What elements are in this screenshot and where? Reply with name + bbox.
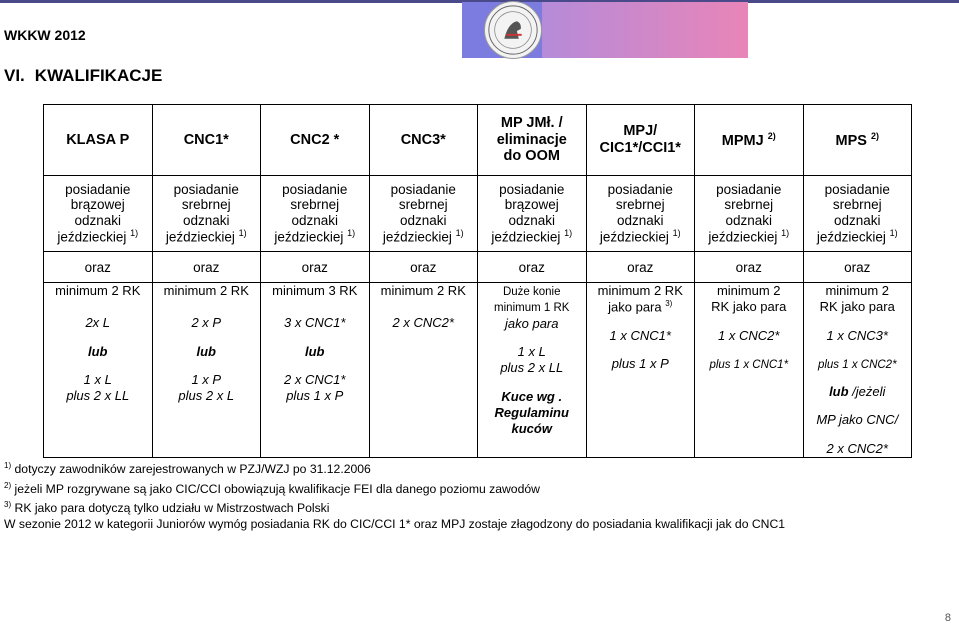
col-header-cnc3: CNC3* <box>369 105 478 176</box>
badge-cell: posiadanie srebrnej odznaki jeździeckiej $^{1)}$ <box>369 176 478 252</box>
col-header-cnc2: CNC2 * <box>261 105 370 176</box>
badge-requirement-row <box>44 176 912 252</box>
table-header-row <box>44 105 912 176</box>
oraz-cell: oraz <box>369 252 478 283</box>
footnote-2: $^{2)}$ jeżeli MP rozgrywane są jako CIC/CCI obowiązują kwalifikacje FEI dla danego poziomu zawodów <box>4 480 540 496</box>
page-number: 8 <box>944 612 951 624</box>
col-header-mp-jml: MP JMł. / eliminacje do OOM <box>478 105 587 176</box>
section-title <box>4 66 162 86</box>
section-number: VI. <box>4 66 25 85</box>
federation-seal-logo <box>484 1 542 59</box>
req-cell-mpmj: minimum 2 RK jako para 1 x CNC2* plus 1 x CNC1* <box>695 283 804 458</box>
oraz-cell: oraz <box>478 252 587 283</box>
badge-cell: posiadanie srebrnej odznaki jeździeckiej $^{1)}$ <box>695 176 804 252</box>
qualifications-table <box>43 104 912 458</box>
oraz-cell: oraz <box>803 252 912 283</box>
logo-banner <box>462 2 748 58</box>
badge-cell: posiadanie brązowej odznaki jeździeckiej $^{1)}$ <box>478 176 587 252</box>
footnotes <box>4 458 954 532</box>
req-cell-mps: minimum 2 RK jako para 1 x CNC3* plus 1 x CNC2* lub /jeżeli MP jako CNC/ 2 x CNC2* <box>803 283 912 458</box>
results-requirement-row <box>44 283 912 458</box>
badge-cell: posiadanie srebrnej odznaki jeździeckiej $^{1)}$ <box>152 176 261 252</box>
req-cell-cnc1: minimum 2 RK 2 x P lub 1 x P plus 2 x L <box>152 283 261 458</box>
col-header-mpmj: MPMJ $^{2)}$ <box>695 105 804 176</box>
req-cell-cnc3: minimum 2 RK 2 x CNC2* <box>369 283 478 458</box>
badge-cell: posiadanie srebrnej odznaki jeździeckiej $^{1)}$ <box>803 176 912 252</box>
col-header-mpj: MPJ/ CIC1*/CCI1* <box>586 105 695 176</box>
badge-cell: posiadanie srebrnej odznaki jeździeckiej $^{1)}$ <box>261 176 370 252</box>
footnote-1: $^{1)}$ dotyczy zawodników zarejestrowanych w PZJ/WZJ po 31.12.2006 <box>4 461 371 477</box>
document-header: WKKW 2012 <box>4 27 86 43</box>
oraz-cell: oraz <box>261 252 370 283</box>
oraz-cell: oraz <box>152 252 261 283</box>
col-header-cnc1: CNC1* <box>152 105 261 176</box>
col-header-mps: MPS $^{2)}$ <box>803 105 912 176</box>
section-name: KWALIFIKACJE <box>34 66 163 85</box>
req-cell-mpj: minimum 2 RK jako para $^{3)}$ 1 x CNC1* plus 1 x P <box>586 283 695 458</box>
badge-cell: posiadanie srebrnej odznaki jeździeckiej $^{1)}$ <box>586 176 695 252</box>
footnote-note: W sezonie 2012 w kategorii Juniorów wymóg posiadania RK do CIC/CCI 1* oraz MPJ zostaje złagodzony do posiadania kwalifikacji jak do CNC1 <box>4 516 786 531</box>
col-header-klasa-p: KLASA P <box>44 105 153 176</box>
req-cell-klasa-p: minimum 2 RK 2x L lub 1 x L plus 2 x LL <box>44 283 153 458</box>
oraz-cell: oraz <box>695 252 804 283</box>
badge-cell: posiadanie brązowej odznaki jeździeckiej $^{1)}$ <box>44 176 153 252</box>
oraz-cell: oraz <box>44 252 153 283</box>
req-cell-mp-jml: Duże konie minimum 1 RK jako para 1 x L plus 2 x LL Kuce wg . Regulaminu kuców <box>478 283 587 458</box>
oraz-cell: oraz <box>586 252 695 283</box>
footnote-3: $^{3)}$ RK jako para dotyczą tylko udziału w Mistrzostwach Polski <box>4 500 330 516</box>
oraz-row <box>44 252 912 283</box>
req-cell-cnc2: minimum 3 RK 3 x CNC1* lub 2 x CNC1* plus 1 x P <box>261 283 370 458</box>
